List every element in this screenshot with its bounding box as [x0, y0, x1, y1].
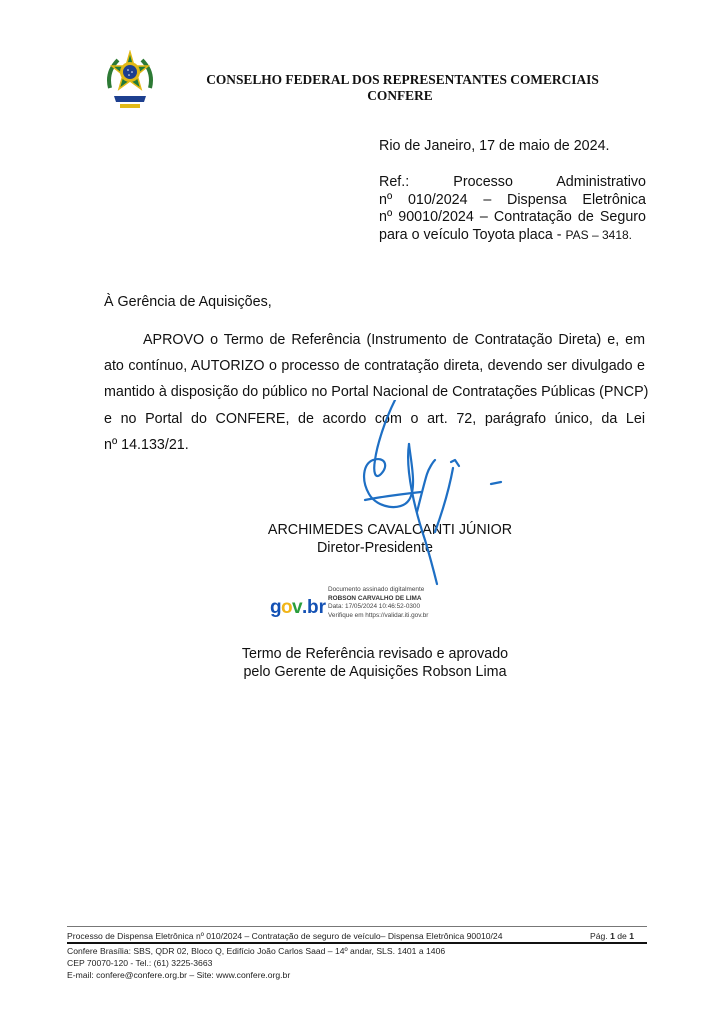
reference-line: nº 010/2024 – Dispensa Eletrônica	[379, 191, 646, 208]
footer-address: Confere Brasília: SBS, QDR 02, Bloco Q, Edifício João Carlos Saad – 14º andar, SLS. 1401 a 1406	[67, 946, 446, 956]
digital-signature-info	[328, 586, 428, 620]
govbr-logo	[270, 594, 326, 618]
stamp-title: Documento assinado digitalmente	[328, 586, 425, 593]
signer-name: ARCHIMEDES CAVALCANTI JÚNIOR	[267, 522, 513, 538]
body-paragraph-line: APROVO o Termo de Referência (Instrumento de Contratação Direta) e, em	[143, 332, 645, 348]
stamp-date: Data: 17/05/2024 10:46:52-0300	[328, 603, 421, 611]
organization-name: CONSELHO FEDERAL DOS REPRESENTANTES COMERCIAIS	[206, 72, 599, 87]
body-paragraph-line: mantido à disposição do público no Portal Nacional de Contratações Públicas (PNCP)	[104, 384, 649, 400]
footer-process-text: Processo de Dispensa Eletrônica nº 010/2024 – Contratação de seguro de veículo– Dispensa Eletrônica 90010/24	[67, 931, 503, 941]
svg-text:o: o	[281, 597, 293, 618]
handwritten-signature	[355, 400, 510, 590]
body-paragraph-line: ato contínuo, AUTORIZO o processo de contratação direta, devendo ser divulgado e	[104, 358, 645, 374]
organization-acronym: CONFERE	[367, 88, 433, 103]
reference-line: Ref.: Processo Administrativo	[379, 174, 646, 190]
page-number	[590, 931, 634, 941]
salutation: À Gerência de Aquisições,	[104, 294, 272, 310]
approval-note-line: pelo Gerente de Aquisições Robson Lima	[243, 664, 507, 680]
brazil-coat-of-arms-icon	[104, 50, 156, 112]
reference-text: para o veículo Toyota placa -	[379, 226, 562, 243]
body-paragraph-line: e no Portal do CONFERE, de acordo com o art. 72, parágrafo único, da Lei	[104, 411, 645, 427]
reference-line: nº 90010/2024 – Contratação de Seguro	[379, 209, 646, 226]
page-total: 1	[629, 931, 634, 941]
footer-email-site[interactable]: E-mail: confere@confere.org.br – Site: www.confere.org.br	[67, 970, 291, 980]
svg-text:.: .	[302, 597, 308, 618]
place-and-date: Rio de Janeiro, 17 de maio de 2024.	[379, 138, 610, 154]
vehicle-plate: PAS – 3418.	[565, 227, 633, 242]
stamp-signer: ROBSON CARVALHO DE LIMA	[328, 594, 422, 602]
svg-text:v: v	[292, 597, 303, 618]
footer-divider-bold	[67, 942, 647, 944]
reference-line-last	[379, 227, 646, 245]
page-current: 1	[610, 931, 615, 941]
approval-note-line: Termo de Referência revisado e aprovado	[241, 646, 509, 662]
svg-text:br: br	[307, 597, 326, 618]
body-paragraph-line: nº 14.133/21.	[104, 437, 189, 453]
footer-contact: CEP 70070-120 - Tel.: (61) 3225-3663	[67, 958, 213, 968]
page-of: de	[617, 931, 627, 941]
footer-divider	[67, 926, 647, 927]
page-label: Pág.	[590, 931, 608, 941]
signer-role: Diretor-Presidente	[316, 540, 433, 556]
stamp-verify-link[interactable]: Verifique em https://validar.iti.gov.br	[328, 611, 429, 619]
svg-text:g: g	[270, 597, 282, 618]
